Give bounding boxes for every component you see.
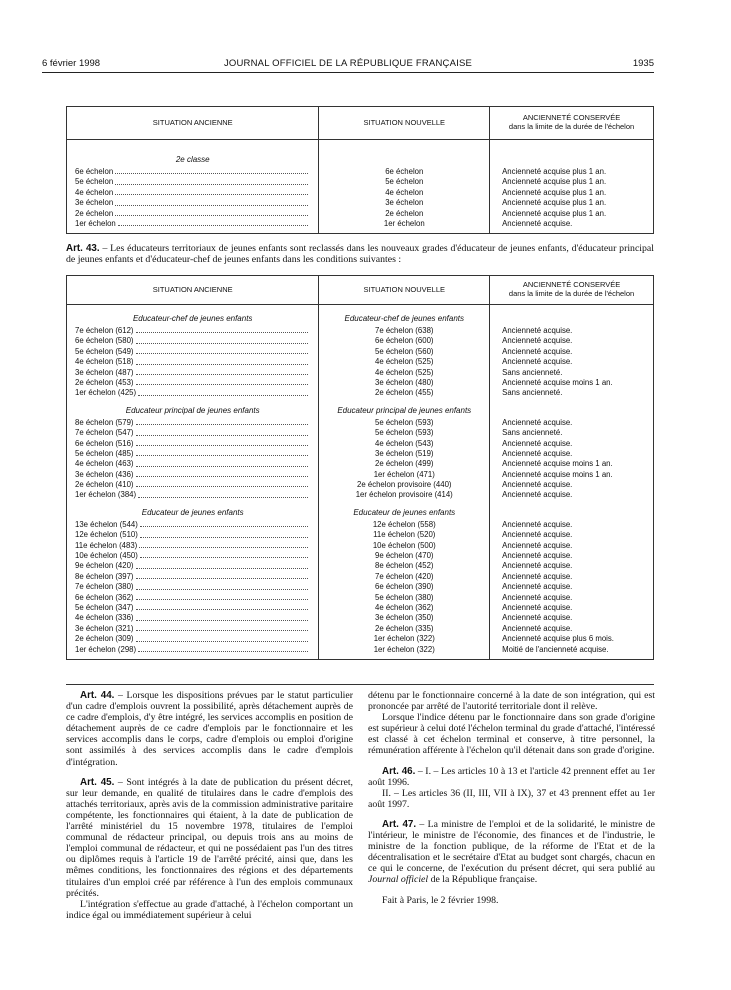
- old-echelon-label: 8e échelon (579): [75, 417, 134, 427]
- new-echelon: 1er échelon (322): [373, 644, 435, 654]
- reclassification-table-2: [66, 275, 654, 660]
- old-situation-cell: [67, 140, 319, 234]
- new-echelon: 7e échelon (638): [374, 326, 434, 335]
- dot-leader: [140, 530, 309, 537]
- seniority-value: Ancienneté acquise.: [502, 438, 573, 448]
- dot-leader: [115, 167, 308, 174]
- seniority-value: Ancienneté acquise.: [502, 623, 573, 633]
- new-echelon: 1er échelon provisoire (414): [355, 490, 453, 500]
- dot-leader: [140, 551, 309, 558]
- old-echelon-line: [67, 603, 318, 613]
- article-47: Art. 47. – La ministre de l'emploi et de la solidarité, le ministre de l'intérieur, le ministre de l'économie, des finances et de l'industrie, le ministre de la fonction publique, de la réforme de l'Etat et de la décentralisation et le secrétaire d'Etat au budget sont chargés, chacun en ce qui le concerne, de l'exécution du présent décret, qui sera publié au Journal officiel de la République française.: [368, 818, 655, 886]
- old-echelon-line: [67, 439, 318, 449]
- seniority-value: Ancienneté acquise.: [502, 218, 573, 228]
- grade-heading: Educateur-chef de jeunes enfants: [132, 314, 253, 323]
- seniority-value: Ancienneté acquise plus 1 an.: [502, 177, 607, 187]
- header-date: 6 février 1998: [42, 58, 101, 69]
- page-number: 1935: [632, 58, 654, 69]
- old-echelon-line: [67, 188, 318, 198]
- new-situation-cell: [319, 305, 490, 660]
- spacer: [319, 152, 489, 167]
- new-echelon: 2e échelon (335): [374, 623, 434, 633]
- dot-leader: [136, 470, 309, 477]
- old-echelon-line: [67, 449, 318, 459]
- old-echelon-line: [67, 428, 318, 438]
- old-echelon-label: 6e échelon: [75, 167, 114, 176]
- new-echelon: 2e échelon (455): [374, 388, 434, 398]
- grade-heading: Educateur de jeunes enfants: [353, 507, 456, 517]
- seniority-value: Ancienneté acquise.: [502, 490, 573, 500]
- spacer: [490, 311, 653, 326]
- reclassification-table-1: [66, 106, 654, 234]
- old-echelon-label: 3e échelon (436): [75, 469, 134, 479]
- new-echelon: 2e échelon (499): [374, 459, 434, 469]
- new-echelon: 10e échelon (500): [372, 540, 436, 550]
- new-echelon: 5e échelon (593): [374, 428, 434, 438]
- seniority-value: Ancienneté acquise.: [502, 540, 573, 550]
- seniority-value: Sans ancienneté.: [502, 388, 563, 398]
- dot-leader: [136, 593, 309, 600]
- old-echelon-line: [67, 167, 318, 177]
- old-echelon-label: 2e échelon: [75, 208, 114, 218]
- integration-paragraph: L'intégration s'effectue au grade d'attaché, à l'échelon comportant un indice égal ou immédiatement supérieur à celui: [66, 898, 353, 921]
- new-echelon: 4e échelon (362): [374, 602, 434, 612]
- new-echelon: 4e échelon (525): [374, 367, 434, 377]
- col-header-seniority: ANCIENNETÉ CONSERVÉE dans la limite de la durée de l'échelon: [490, 107, 654, 140]
- journal-title: JOURNAL OFFICIEL DE LA RÉPUBLIQUE FRANÇAISE: [223, 58, 473, 69]
- col-header-old: SITUATION ANCIENNE: [67, 107, 319, 140]
- seniority-cell: [490, 140, 654, 234]
- grade-heading: Educateur-chef de jeunes enfants: [344, 314, 464, 323]
- old-echelon-line: [67, 198, 318, 208]
- seniority-value: Ancienneté acquise.: [502, 551, 573, 561]
- dot-leader: [118, 219, 309, 226]
- article-45: Art. 45. – Sont intégrés à la date de publication du présent décret, sur leur demande, en qualité de titulaires dans le cadre d'emplois des attachés territoriaux, après avis de la commission administrative paritaire compétente, les fonctionnaires qui étaient, à la date de publication de l'arrêté ministériel du 15 novembre 1978, titulaires de l'emploi communal de rédacteur principal, ou depuis trois ans au moins de l'emploi communal de rédacteur, et qui ne possédaient pas l'un des titres ou diplômes requis à l'article 19 de l'arrêté précité, ainsi que, dans les mêmes conditions, les fonctionnaires des régions et des départements titulaires d'un emploi créé par référence à l'un des emplois communaux précités.: [66, 776, 354, 899]
- new-echelon: 7e échelon (420): [374, 571, 434, 581]
- old-echelon-line: [67, 336, 318, 346]
- col-header-seniority: ANCIENNETÉ CONSERVÉE dans la limite de la durée de l'échelon: [490, 276, 654, 305]
- dot-leader: [136, 336, 309, 343]
- spacer: [490, 229, 653, 233]
- dot-leader: [115, 209, 308, 216]
- seniority-value: Ancienneté acquise moins 1 an.: [502, 377, 613, 387]
- seniority-value: Ancienneté acquise.: [502, 357, 573, 367]
- seniority-value: Ancienneté acquise.: [502, 480, 573, 490]
- old-echelon-line: [67, 593, 318, 603]
- seniority-value: Sans ancienneté.: [502, 367, 563, 377]
- seniority-value: Ancienneté acquise.: [502, 519, 573, 529]
- old-echelon-label: 1er échelon (384): [75, 490, 137, 500]
- old-echelon-label: 7e échelon (547): [75, 428, 134, 438]
- spacer: [67, 140, 318, 152]
- seniority-value: Ancienneté acquise plus 1 an.: [502, 198, 607, 208]
- spacer: [490, 152, 653, 167]
- dot-leader: [136, 378, 309, 385]
- new-echelon: 9e échelon (470): [374, 551, 434, 561]
- left-text-column: [66, 690, 353, 921]
- old-echelon-label: 6e échelon (516): [75, 438, 134, 448]
- old-echelon-line: [67, 177, 318, 187]
- old-echelon-line: [67, 459, 318, 469]
- spacer: [319, 140, 489, 152]
- dot-leader: [136, 634, 309, 641]
- old-echelon-line: [67, 613, 318, 623]
- new-echelon: 4e échelon: [385, 187, 424, 197]
- seniority-value: Ancienneté acquise.: [502, 561, 573, 571]
- section-divider: [66, 684, 654, 685]
- dot-leader: [136, 624, 309, 631]
- old-echelon-line: [67, 326, 318, 336]
- dot-leader: [115, 188, 308, 195]
- article-43-text: – Les éducateurs territoriaux de jeunes enfants sont reclassés dans les nouveaux grades d'éducateur de jeunes enfants, d'éducateur principal de jeunes enfants et d'éducateur-chef de jeunes enfants dans les conditions suivantes :: [66, 243, 654, 266]
- old-echelon-label: 5e échelon: [75, 177, 114, 187]
- old-echelon-label: 3e échelon: [75, 198, 114, 208]
- indice-paragraph: Lorsque l'indice détenu par le fonctionnaire dans son grade d'origine est supérieur à celui doté l'échelon terminal du grade d'attaché, l'intéressé est classé à cet échelon terminal et conserve, à titre personnel, la rémunération afférente à l'échelon qu'il détenait dans son grade d'origine.: [368, 712, 655, 757]
- old-echelon-line: [67, 357, 318, 367]
- old-situation-cell: [67, 305, 319, 660]
- seniority-value: Ancienneté acquise plus 6 mois.: [502, 634, 614, 644]
- old-echelon-label: 1er échelon: [75, 218, 116, 228]
- header-rule: [42, 72, 654, 73]
- seniority-value: Ancienneté acquise plus 1 an.: [502, 208, 607, 218]
- continuation-paragraph: détenu par le fonctionnaire concerné à la date de son intégration, qui est prononcée par arrêté de l'autorité territoriale dont il relève.: [368, 690, 655, 713]
- dot-leader: [140, 520, 309, 527]
- dot-leader: [136, 428, 309, 435]
- article-46-ii: II. – Les articles 36 (II, III, VII à IX), 37 et 43 prennent effet au 1er août 1997.: [368, 787, 655, 810]
- old-echelon-line: [67, 378, 318, 388]
- seniority-value: Ancienneté acquise.: [502, 448, 573, 458]
- new-situation-cell: [319, 140, 490, 234]
- dot-leader: [136, 561, 309, 568]
- dot-leader: [138, 645, 308, 652]
- spacer: [490, 403, 653, 418]
- old-echelon-label: 5e échelon (549): [75, 346, 134, 356]
- new-echelon: 5e échelon (380): [374, 592, 434, 602]
- old-echelon-line: [67, 634, 318, 644]
- dot-leader: [136, 439, 309, 446]
- new-echelon: 4e échelon (543): [374, 438, 434, 448]
- new-echelon: 5e échelon (593): [374, 417, 434, 427]
- seniority-value: Ancienneté acquise.: [502, 346, 573, 356]
- old-echelon-line: [67, 219, 318, 229]
- seniority-value: Ancienneté acquise plus 1 an.: [502, 167, 607, 176]
- old-echelon-line: [67, 418, 318, 428]
- old-echelon-line: [67, 551, 318, 561]
- article-46: Art. 46. – I. – Les articles 10 à 13 et l'article 42 prennent effet au 1er août 1996.: [368, 765, 655, 788]
- seniority-value: Sans ancienneté.: [502, 428, 563, 438]
- dot-leader: [139, 541, 308, 548]
- dot-leader: [138, 490, 308, 497]
- new-echelon: 2e échelon provisoire (440): [357, 480, 452, 490]
- new-echelon: 3e échelon: [385, 198, 424, 208]
- old-echelon-label: 2e échelon (410): [75, 480, 134, 490]
- dot-leader: [136, 480, 309, 487]
- old-echelon-label: 12e échelon (510): [75, 530, 138, 540]
- spacer: [67, 229, 318, 233]
- old-echelon-line: [67, 388, 318, 398]
- article-43: [66, 243, 654, 266]
- spacer: [319, 655, 489, 659]
- dot-leader: [115, 177, 308, 184]
- old-echelon-line: [67, 561, 318, 571]
- old-echelon-label: 13e échelon (544): [75, 519, 138, 529]
- old-echelon-label: 7e échelon (612): [75, 326, 134, 335]
- seniority-value: Ancienneté acquise.: [502, 336, 573, 346]
- seniority-value: Ancienneté acquise moins 1 an.: [502, 459, 613, 469]
- page-header: [42, 58, 654, 70]
- old-echelon-label: 8e échelon (397): [75, 571, 134, 581]
- dot-leader: [136, 418, 309, 425]
- new-echelon: 6e échelon (390): [374, 582, 434, 592]
- seniority-value: Ancienneté acquise.: [502, 417, 573, 427]
- grade-heading: Educateur principal de jeunes enfants: [125, 405, 260, 415]
- article-44: Art. 44. – Lorsque les dispositions prévues par le statut particulier d'un cadre d'emplois ouvrent la possibilité, après détachement auprès de ce cadre d'emplois, d'y être intégré, les services accomplis en position de détachement auprès de ce cadre d'emplois par le fonctionnaire et les services accomplis dans le corps, cadre d'emplois ou emploi d'origine sont assimilés à des services accomplis dans le cadre d'emplois d'intégration.: [66, 690, 353, 768]
- spacer: [490, 655, 653, 659]
- seniority-value: Ancienneté acquise.: [502, 582, 573, 592]
- old-echelon-label: 5e échelon (485): [75, 448, 134, 458]
- dot-leader: [136, 357, 309, 364]
- old-echelon-line: [67, 470, 318, 480]
- old-echelon-label: 3e échelon (321): [75, 623, 134, 633]
- new-echelon: 1er échelon: [383, 218, 425, 228]
- old-echelon-line: [67, 480, 318, 490]
- dot-leader: [136, 326, 309, 333]
- old-echelon-line: [67, 347, 318, 357]
- seniority-cell: [490, 305, 654, 660]
- old-echelon-line: [67, 582, 318, 592]
- new-echelon: 3e échelon (519): [374, 448, 434, 458]
- new-echelon: 8e échelon (452): [374, 561, 434, 571]
- spacer: [490, 505, 653, 520]
- seniority-value: Ancienneté acquise.: [502, 530, 573, 540]
- spacer: [67, 655, 318, 659]
- dot-leader: [136, 449, 309, 456]
- old-echelon-line: [67, 541, 318, 551]
- right-text-column: [368, 690, 655, 906]
- dot-leader: [136, 572, 309, 579]
- dot-leader: [115, 198, 308, 205]
- dot-leader: [136, 368, 309, 375]
- old-echelon-label: 4e échelon (518): [75, 357, 134, 367]
- new-echelon: 6e échelon: [385, 167, 424, 176]
- old-echelon-line: [67, 490, 318, 500]
- seniority-value: Ancienneté acquise.: [502, 571, 573, 581]
- old-echelon-label: 6e échelon (362): [75, 592, 134, 602]
- old-echelon-label: 4e échelon (336): [75, 613, 134, 623]
- new-echelon: 4e échelon (525): [374, 357, 434, 367]
- col-header-old: SITUATION ANCIENNE: [67, 276, 319, 305]
- seniority-value: Ancienneté acquise.: [502, 613, 573, 623]
- new-echelon: 6e échelon (600): [374, 336, 434, 346]
- new-echelon: 5e échelon: [385, 177, 424, 187]
- old-echelon-label: 3e échelon (487): [75, 367, 134, 377]
- old-echelon-line: [67, 572, 318, 582]
- col-header-new: SITUATION NOUVELLE: [319, 107, 490, 140]
- dot-leader: [136, 347, 309, 354]
- spacer: [319, 229, 489, 233]
- seniority-value: Ancienneté acquise moins 1 an.: [502, 469, 613, 479]
- dot-leader: [138, 388, 308, 395]
- dot-leader: [136, 603, 309, 610]
- dot-leader: [136, 459, 309, 466]
- grade-heading: Educateur principal de jeunes enfants: [337, 405, 472, 415]
- new-echelon: 12e échelon (558): [372, 519, 436, 529]
- seniority-value: Ancienneté acquise.: [502, 602, 573, 612]
- new-echelon: 11e échelon (520): [373, 530, 436, 540]
- old-echelon-label: 10e échelon (450): [75, 551, 138, 561]
- old-echelon-label: 7e échelon (380): [75, 582, 134, 592]
- spacer: [490, 140, 653, 152]
- grade-heading: Educateur de jeunes enfants: [141, 507, 244, 517]
- old-echelon-line: [67, 368, 318, 378]
- old-echelon-label: 4e échelon: [75, 187, 114, 197]
- old-echelon-line: [67, 530, 318, 540]
- old-echelon-label: 6e échelon (580): [75, 336, 134, 346]
- old-echelon-label: 4e échelon (463): [75, 459, 134, 469]
- dot-leader: [136, 613, 309, 620]
- old-echelon-label: 11e échelon (483): [75, 540, 138, 550]
- old-echelon-label: 1er échelon (425): [75, 388, 137, 398]
- old-echelon-label: 9e échelon (420): [75, 561, 134, 571]
- new-echelon: 1er échelon (471): [373, 469, 435, 479]
- old-echelon-line: [67, 520, 318, 530]
- dot-leader: [136, 582, 309, 589]
- old-echelon-label: 2e échelon (309): [75, 634, 134, 644]
- new-echelon: 3e échelon (350): [374, 613, 434, 623]
- old-echelon-label: 2e échelon (453): [75, 377, 134, 387]
- seniority-value: Ancienneté acquise.: [502, 326, 573, 335]
- old-echelon-label: 1er échelon (298): [75, 644, 137, 654]
- old-echelon-line: [67, 645, 318, 655]
- old-echelon-line: [67, 209, 318, 219]
- old-echelon-label: 5e échelon (347): [75, 602, 134, 612]
- seniority-value: Ancienneté acquise.: [502, 592, 573, 602]
- old-echelon-line: [67, 624, 318, 634]
- new-echelon: 3e échelon (480): [374, 377, 434, 387]
- article-43-label: Art. 43.: [66, 243, 100, 254]
- grade-heading: 2e classe: [175, 155, 210, 164]
- new-echelon: 2e échelon: [385, 208, 424, 218]
- new-echelon: 5e échelon (560): [374, 346, 434, 356]
- signature-line: Fait à Paris, le 2 février 1998.: [382, 894, 499, 906]
- seniority-value: Ancienneté acquise plus 1 an.: [502, 187, 607, 197]
- new-echelon: 1er échelon (322): [373, 634, 435, 644]
- col-header-new: SITUATION NOUVELLE: [319, 276, 490, 305]
- seniority-value: Moitié de l'ancienneté acquise.: [502, 644, 609, 654]
